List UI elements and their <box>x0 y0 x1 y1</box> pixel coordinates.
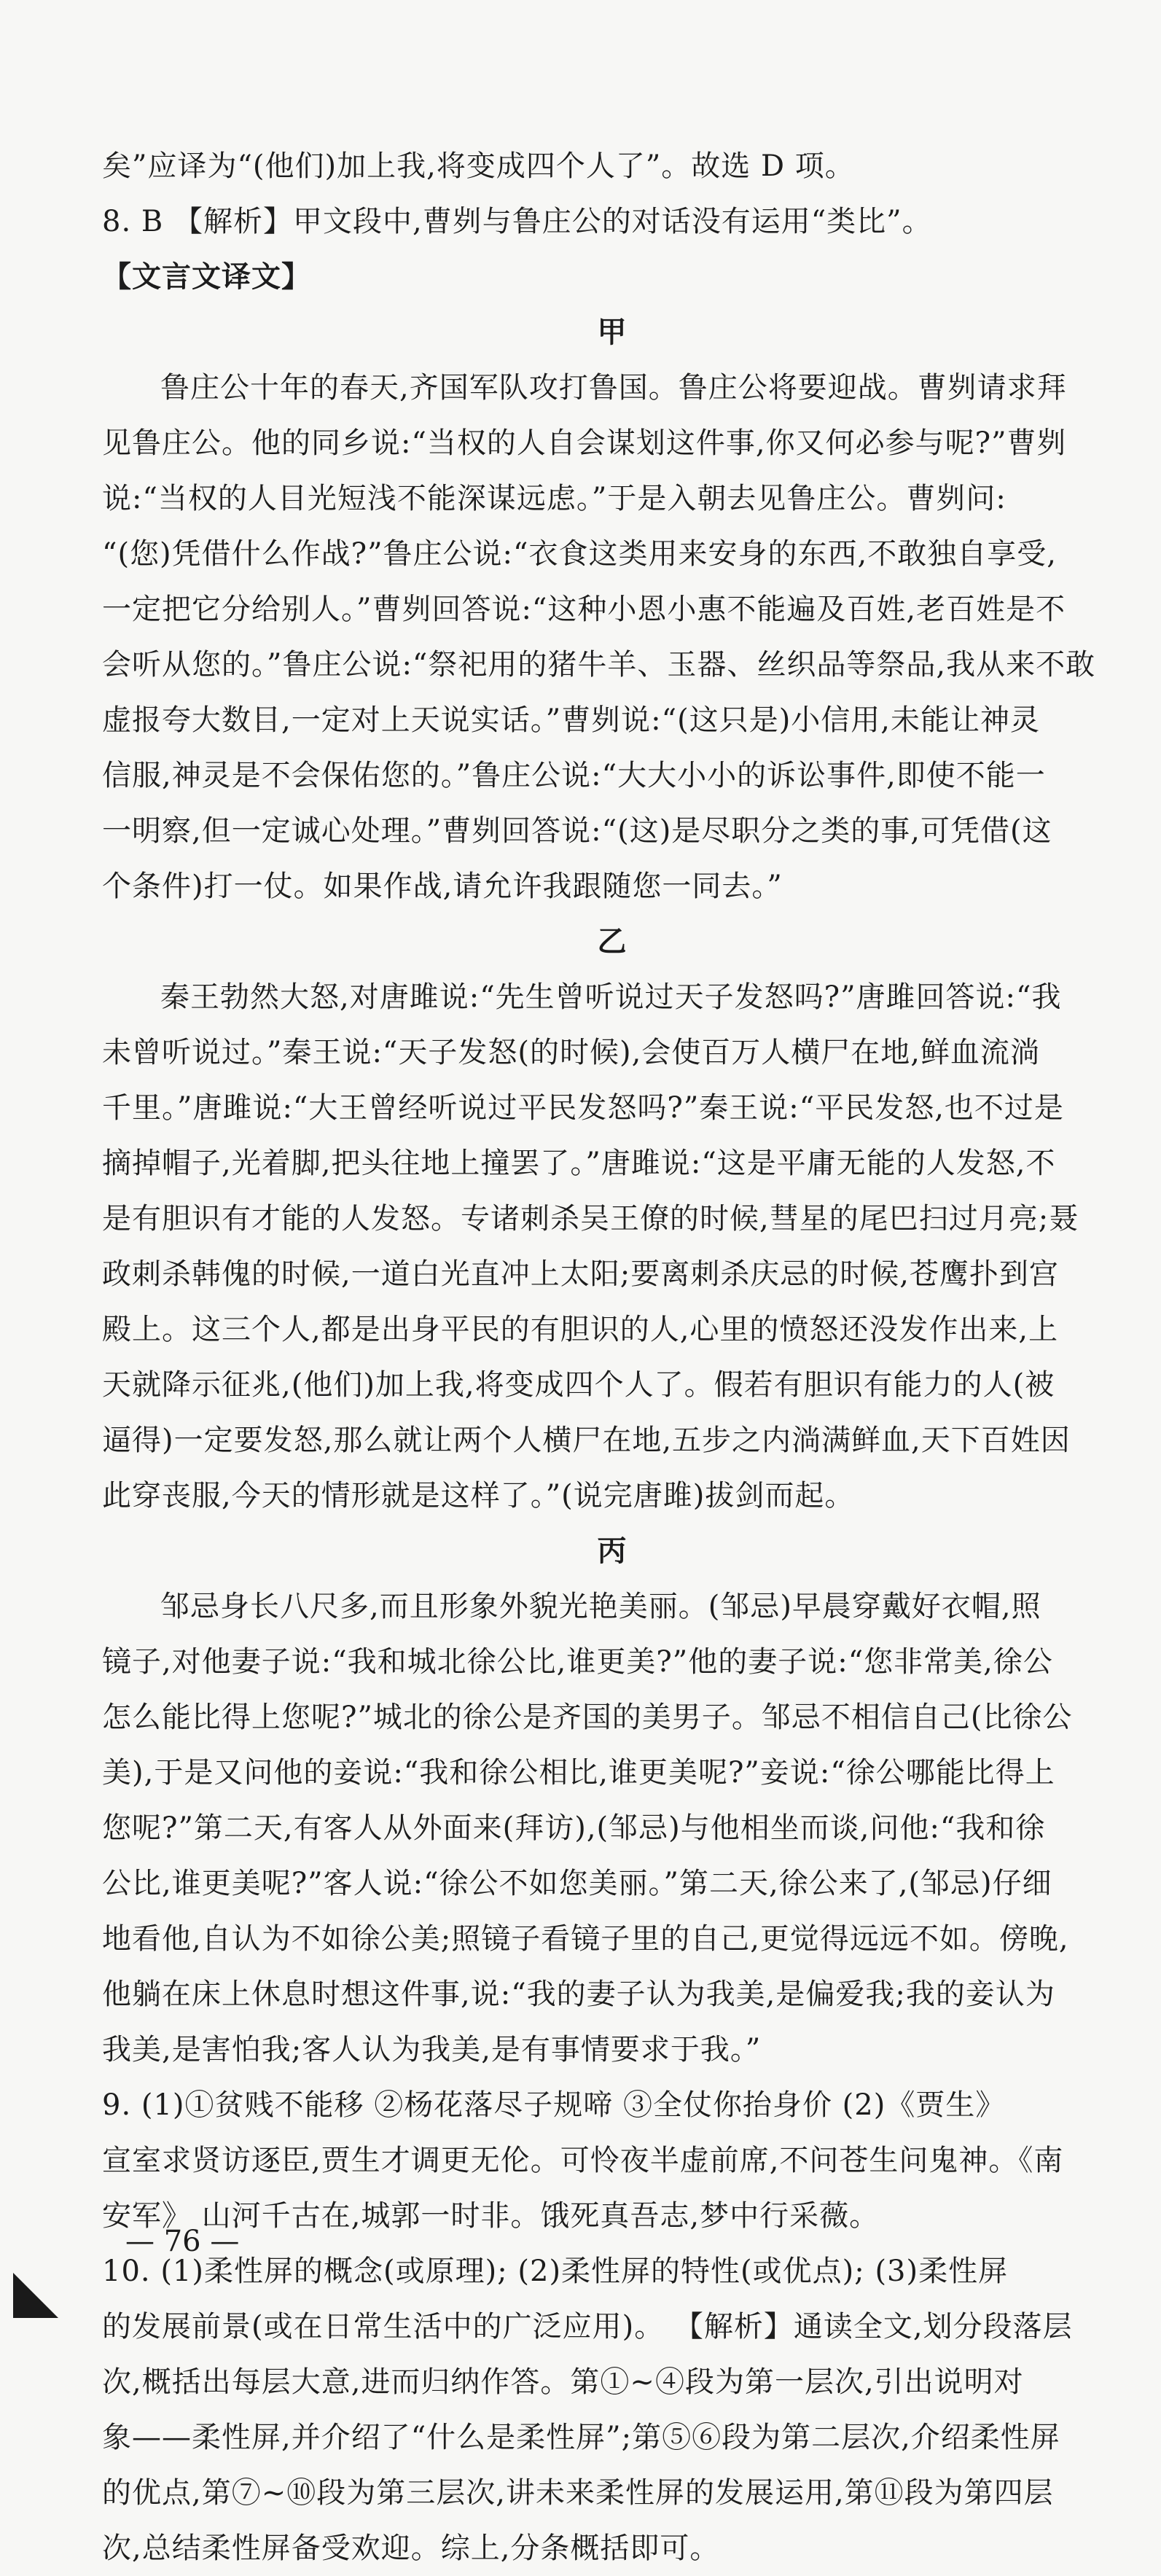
text-line: 政刺杀韩傀的时候,一道白光直冲上太阳;要离刺杀庆忌的时候,苍鹰扑到宫 <box>102 1257 1059 1291</box>
text-line: 次,概括出每层大意,进而归纳作答。第①~④段为第一层次,引出说明对 <box>102 2365 1024 2399</box>
text-line: 镜子,对他妻子说:“我和城北徐公比,谁更美?”他的妻子说:“您非常美,徐公 <box>102 1645 1053 1679</box>
section-heading: 甲 <box>597 315 628 349</box>
page-number: — 76 — <box>125 2225 240 2258</box>
text-line: 的发展前景(或在日常生活中的广泛应用)。 【解析】通读全文,划分段落层 <box>102 2310 1073 2343</box>
text-line: 未曾听说过。”秦王说:“天子发怒(的时候),会使百万人横尸在地,鲜血流淌 <box>102 1036 1041 1069</box>
text-line: 象——柔性屏,并介绍了“什么是柔性屏”;第⑤⑥段为第二层次,介绍柔性屏 <box>102 2421 1060 2454</box>
text-line: 9. (1)①贫贱不能移 ②杨花落尽子规啼 ③全仗你抬身价 (2)《贾生》 <box>102 2088 1006 2122</box>
text-line: 次,总结柔性屏备受欢迎。综上,分条概括即可。 <box>102 2532 720 2565</box>
text-line: 千里。”唐雎说:“大王曾经听说过平民发怒吗?”秦王说:“平民发怒,也不过是 <box>102 1091 1064 1125</box>
text-line: 天就降示征兆,(他们)加上我,将变成四个人了。假若有胆识有能力的人(被 <box>102 1368 1055 1402</box>
text-line: 是有胆识有才能的人发怒。专诸刺杀吴王僚的时候,彗星的尾巴扫过月亮;聂 <box>102 1202 1079 1236</box>
text-line: 的优点,第⑦~⑩段为第三层次,讲未来柔性屏的发展运用,第⑪段为第四层 <box>102 2476 1054 2510</box>
text-line: 一明察,但一定诚心处理。”曹刿回答说:“(这)是尽职分之类的事,可凭借(这 <box>102 814 1052 848</box>
text-line: 【文言文译文】 <box>102 259 311 294</box>
text-line: 公比,谁更美呢?”客人说:“徐公不如您美丽。”第二天,徐公来了,(邹忌)仔细 <box>102 1867 1052 1900</box>
text-line: 矣”应译为“(他们)加上我,将变成四个人了”。故选 D 项。 <box>102 149 855 183</box>
corner-triangle-mark <box>13 2273 58 2318</box>
section-heading: 乙 <box>597 924 628 959</box>
text-line: 他躺在床上休息时想这件事,说:“我的妻子认为我美,是偏爱我;我的妾认为 <box>102 1978 1055 2011</box>
text-line: 殿上。这三个人,都是出身平民的有胆识的人,心里的愤怒还没发作出来,上 <box>102 1313 1059 1346</box>
text-line: 怎么能比得上您呢?”城北的徐公是齐国的美男子。邹忌不相信自己(比徐公 <box>102 1701 1073 1734</box>
text-line: 见鲁庄公。他的同乡说:“当权的人自会谋划这件事,你又何必参与呢?”曹刿 <box>102 426 1067 460</box>
text-line: 我美,是害怕我;客人认为我美,是有事情要求于我。” <box>102 2033 762 2066</box>
text-line: 此穿丧服,今天的情形就是这样了。”(说完唐雎)拔剑而起。 <box>102 1479 855 1513</box>
text-line: 逼得)一定要发怒,那么就让两个人横尸在地,五步之内淌满鲜血,天下百姓因 <box>102 1424 1071 1457</box>
text-line: 说:“当权的人目光短浅不能深谋远虑。”于是入朝去见鲁庄公。曹刿问: <box>102 482 1006 515</box>
text-line: “(您)凭借什么作战?”鲁庄公说:“衣食这类用来安身的东西,不敢独自享受, <box>102 537 1057 571</box>
document-body <box>102 138 1122 2576</box>
text-line: 秦王勃然大怒,对唐雎说:“先生曾听说过天子发怒吗?”唐雎回答说:“我 <box>160 980 1062 1014</box>
text-line: 会听从您的。”鲁庄公说:“祭祀用的猪牛羊、玉器、丝织品等祭品,我从来不敢 <box>102 648 1096 682</box>
text-line: 摘掉帽子,光着脚,把头往地上撞罢了。”唐雎说:“这是平庸无能的人发怒,不 <box>102 1147 1056 1180</box>
text-line: 宣室求贤访逐臣,贾生才调更无伦。可怜夜半虚前席,不问苍生问鬼神。《南 <box>102 2144 1064 2177</box>
text-line: 安军》 山河千古在,城郭一时非。饿死真吾志,梦中行采薇。 <box>102 2199 880 2233</box>
text-line: 一定把它分给别人。”曹刿回答说:“这种小恩小惠不能遍及百姓,老百姓是不 <box>102 593 1066 626</box>
text-line: 美),于是又问他的妾说:“我和徐公相比,谁更美呢?”妾说:“徐公哪能比得上 <box>102 1756 1055 1789</box>
text-line: 8. B 【解析】甲文段中,曹刿与鲁庄公的对话没有运用“类比”。 <box>102 205 932 238</box>
text-line: 您呢?”第二天,有客人从外面来(拜访),(邹忌)与他相坐而谈,问他:“我和徐 <box>102 1811 1046 1845</box>
text-line: 信服,神灵是不会保佑您的。”鲁庄公说:“大大小小的诉讼事件,即使不能一 <box>102 759 1046 792</box>
section-heading: 丙 <box>597 1534 628 1568</box>
text-line: 邹忌身长八尺多,而且形象外貌光艳美丽。(邹忌)早晨穿戴好衣帽,照 <box>160 1590 1041 1623</box>
text-line: 虚报夸大数目,一定对上天说实话。”曹刿说:“(这只是)小信用,未能让神灵 <box>102 703 1041 737</box>
text-line: 鲁庄公十年的春天,齐国军队攻打鲁国。鲁庄公将要迎战。曹刿请求拜 <box>160 371 1067 405</box>
text-line: 地看他,自认为不如徐公美;照镜子看镜子里的自己,更觉得远远不如。傍晚, <box>102 1922 1069 1956</box>
text-line: 个条件)打一仗。如果作战,请允许我跟随您一同去。” <box>102 870 783 903</box>
text-line: 10. (1)柔性屏的概念(或原理); (2)柔性屏的特性(或优点); (3)柔性屏 <box>102 2255 1009 2288</box>
